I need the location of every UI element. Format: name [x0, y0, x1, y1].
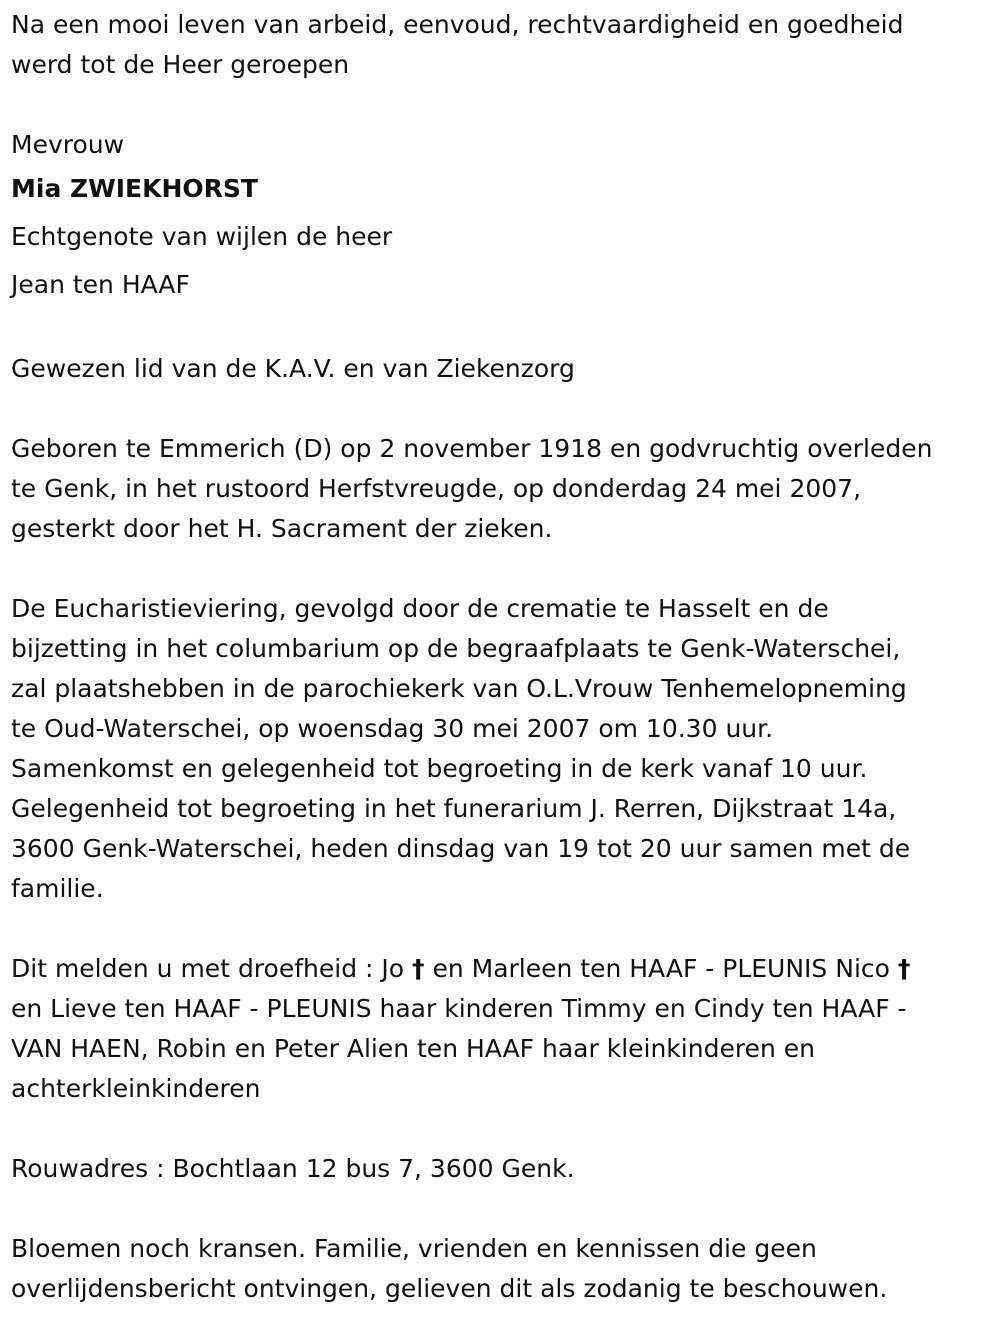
- family-line: [11, 949, 991, 989]
- birth-death-paragraph: [11, 429, 991, 549]
- birth-death-line: gesterkt door het H. Sacrament der zieken.: [11, 514, 553, 543]
- ceremony-paragraph: [11, 589, 991, 909]
- ceremony-line: 3600 Genk-Waterschei, heden dinsdag van 19 tot 20 uur samen met de: [11, 834, 911, 863]
- ceremony-line: te Oud-Waterschei, op woensdag 30 mei 2007 om 10.30 uur.: [11, 714, 774, 743]
- closing-line: Bloemen noch kransen. Familie, vrienden en kennissen die geen: [11, 1234, 817, 1263]
- ceremony-line: zal plaatshebben in de parochiekerk van O.L.Vrouw Tenhemelopneming: [11, 674, 907, 703]
- birth-death-line: Geboren te Emmerich (D) op 2 november 1918 en godvruchtig overleden: [11, 434, 933, 463]
- cross-icon: †: [897, 954, 911, 983]
- spouse-label: Echtgenote van wijlen de heer: [11, 222, 393, 251]
- salutation: Mevrouw: [11, 130, 125, 159]
- intro-paragraph: [11, 5, 991, 85]
- deceased-name: Mia ZWIEKHORST: [11, 174, 258, 203]
- ceremony-line: familie.: [11, 874, 104, 903]
- family-text: en Marleen ten HAAF - PLEUNIS Nico: [424, 954, 898, 983]
- closing-paragraph: [11, 1229, 991, 1309]
- closing-line: overlijdensbericht ontvingen, gelieven dit als zodanig te beschouwen.: [11, 1274, 888, 1303]
- obituary-notice: [11, 5, 991, 1309]
- family-line: en Lieve ten HAAF - PLEUNIS haar kinderen Timmy en Cindy ten HAAF -: [11, 994, 907, 1023]
- ceremony-line: Gelegenheid tot begroeting in het funerarium J. Rerren, Dijkstraat 14a,: [11, 794, 897, 823]
- membership-line: Gewezen lid van de K.A.V. en van Ziekenzorg: [11, 354, 575, 383]
- ceremony-line: bijzetting in het columbarium op de begraafplaats te Genk-Waterschei,: [11, 634, 901, 663]
- address-line: Rouwadres : Bochtlaan 12 bus 7, 3600 Genk.: [11, 1154, 575, 1183]
- person-block: [11, 125, 991, 309]
- family-paragraph: [11, 949, 991, 1109]
- birth-death-line: te Genk, in het rustoord Herfstvreugde, op donderdag 24 mei 2007,: [11, 474, 862, 503]
- family-text: Dit melden u met droefheid : Jo: [11, 954, 412, 983]
- spouse-name: Jean ten HAAF: [11, 270, 190, 299]
- intro-line: werd tot de Heer geroepen: [11, 50, 350, 79]
- ceremony-line: De Eucharistieviering, gevolgd door de crematie te Hasselt en de: [11, 594, 829, 623]
- cross-icon: †: [412, 954, 425, 983]
- intro-line: Na een mooi leven van arbeid, eenvoud, rechtvaardigheid en goedheid: [11, 10, 904, 39]
- family-line: VAN HAEN, Robin en Peter Alien ten HAAF haar kleinkinderen en: [11, 1034, 815, 1063]
- family-line: achterkleinkinderen: [11, 1074, 261, 1103]
- ceremony-line: Samenkomst en gelegenheid tot begroeting in de kerk vanaf 10 uur.: [11, 754, 868, 783]
